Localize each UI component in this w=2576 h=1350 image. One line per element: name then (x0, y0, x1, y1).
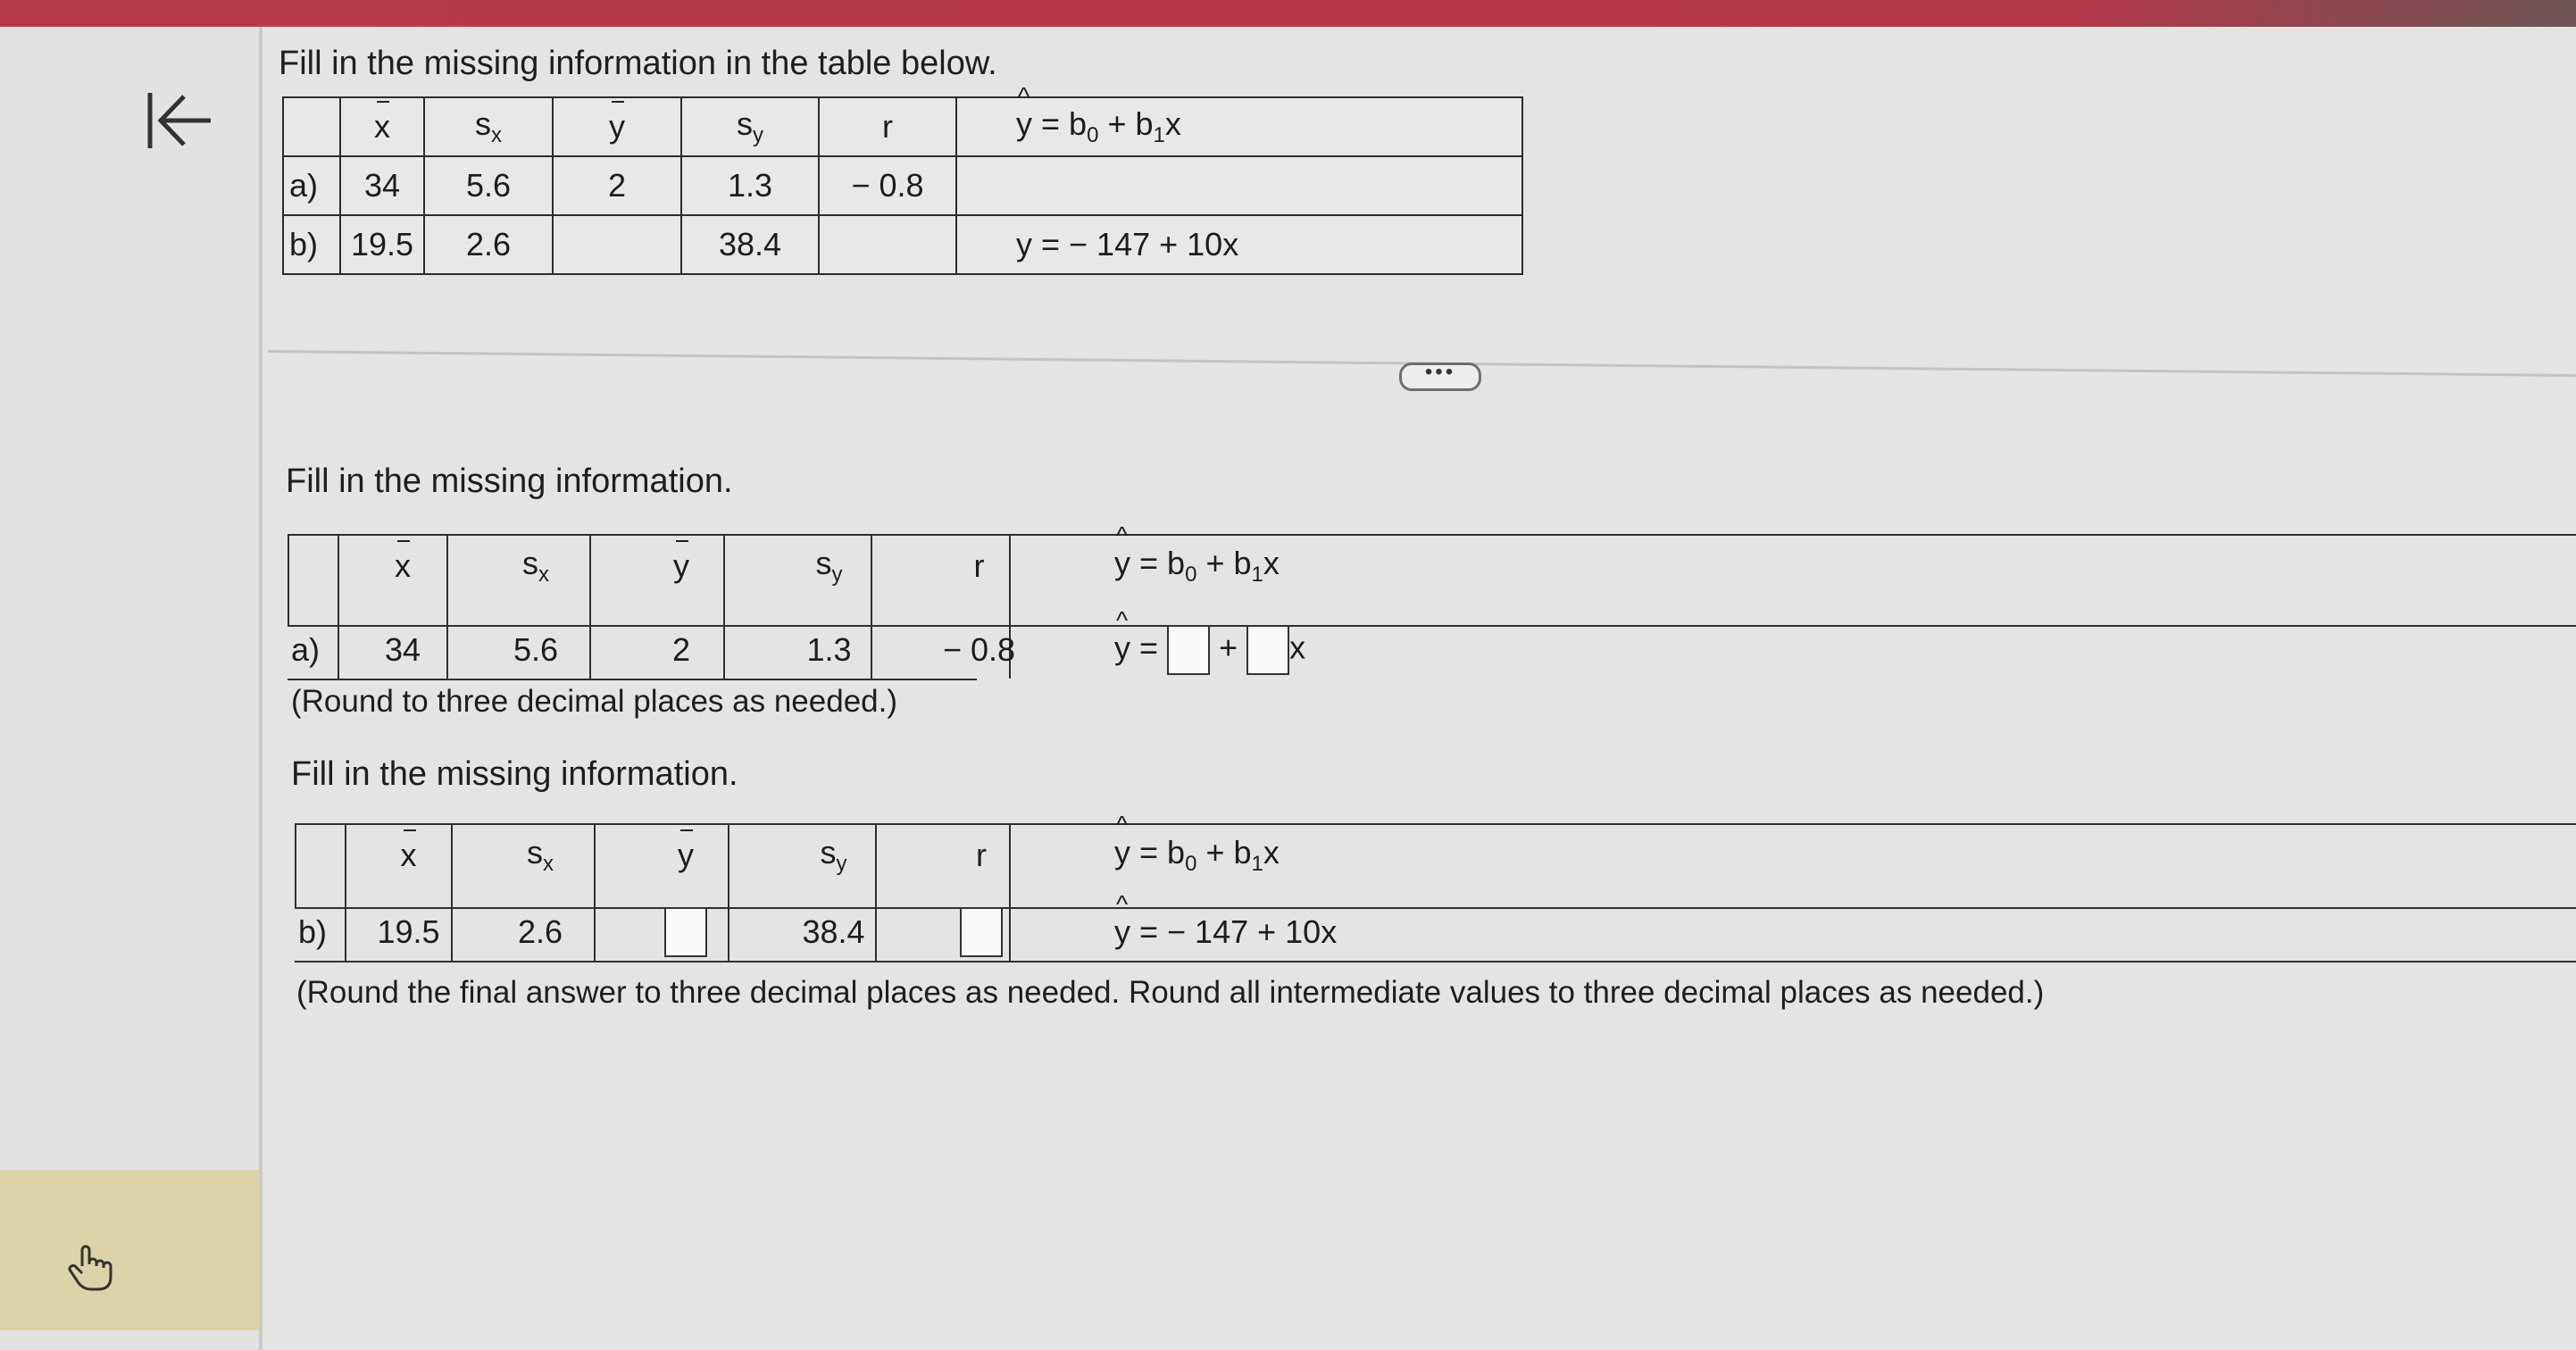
cell-equation-inputs (1052, 625, 1309, 675)
part-b-top-rule (295, 823, 2576, 825)
table-row (283, 215, 1522, 274)
part-b-bottom-rule (295, 961, 2576, 962)
equation-plus: + (1219, 629, 1238, 666)
header-x-bar: x (400, 837, 417, 874)
cell-sx: 5.6 (424, 156, 553, 215)
cell-sy: 38.4 (802, 913, 865, 950)
first-page-icon[interactable] (143, 89, 214, 152)
part-b-note: (Round the final answer to three decimal places as needed. Round all intermediate values to three decimal places as needed.) (296, 975, 2045, 1010)
cell-equation: ^ y = − 147 + 10x (1052, 907, 1340, 957)
cell-y-input-cell (615, 907, 756, 957)
table-header-row (283, 97, 1522, 156)
cell-equation (956, 156, 1522, 215)
cell-x: 19.5 (377, 913, 440, 950)
part-a-row (288, 625, 1309, 675)
header-x-bar: x (340, 97, 424, 156)
cell-sy: 1.3 (681, 156, 819, 215)
part-a-bottom-rule (288, 679, 977, 680)
y-bar-input[interactable] (664, 907, 707, 957)
part-b-row (295, 907, 1340, 957)
cell-sy: 38.4 (681, 215, 819, 274)
table-row (288, 625, 1309, 675)
cell-sx: 5.6 (513, 631, 559, 668)
cell-r: − 0.8 (819, 156, 956, 215)
header-r: r (819, 97, 956, 156)
table-row (283, 156, 1522, 215)
row-label: b) (298, 913, 328, 950)
header-r: r (976, 837, 987, 874)
part-a-top-rule (288, 534, 2576, 536)
header-sx: $s_x$ (424, 97, 553, 156)
part-a-note: (Round to three decimal places as needed.) (291, 684, 898, 719)
table-row (295, 907, 1340, 957)
part-a-header (288, 545, 1283, 588)
question-table (282, 96, 1523, 275)
header-y-bar: y (553, 97, 681, 156)
cell-sx: 2.6 (517, 913, 563, 950)
cell-sx: 2.6 (424, 215, 553, 274)
header-x-bar: x (395, 547, 411, 585)
top-bar (0, 0, 2576, 27)
header-sx: $s_x$ (522, 545, 549, 588)
more-options-button[interactable]: ••• (1399, 362, 1481, 391)
header-regression-equation: ^ $y = b_0 + b_1x$ (1052, 834, 1283, 877)
header-sx: $s_x$ (527, 834, 554, 877)
sidebar-highlight (0, 1170, 259, 1330)
header-regression-equation: ^ $y = b_0 + b_1x$ (956, 97, 1522, 156)
part-b-header (295, 834, 1283, 877)
header-sy: $s_y$ (681, 97, 819, 156)
cell-y: 2 (553, 156, 681, 215)
sidebar (0, 27, 263, 1350)
row-label: a) (291, 631, 321, 668)
cell-x: 19.5 (340, 215, 424, 274)
intercept-input[interactable] (1167, 625, 1210, 675)
cell-r (819, 215, 956, 274)
header-regression-equation: ^ $y = b_0 + b_1x$ (1052, 545, 1283, 588)
cell-r-input-cell (911, 907, 1052, 957)
cell-equation: y = − 147 + 10x (956, 215, 1522, 274)
cell-r: − 0.8 (942, 631, 1016, 668)
row-label: b) (283, 215, 340, 274)
part-a-prompt: Fill in the missing information. (286, 462, 733, 500)
row-label: a) (283, 156, 340, 215)
question-prompt: Fill in the missing information in the table below. (279, 45, 997, 82)
part-b-prompt: Fill in the missing information. (291, 755, 738, 793)
cell-y (553, 215, 681, 274)
header-y-bar: y (678, 837, 694, 874)
r-input[interactable] (960, 907, 1003, 957)
header-empty (283, 97, 340, 156)
header-sy: $s_y$ (820, 834, 847, 877)
header-r: r (973, 547, 985, 585)
header-sy: $s_y$ (815, 545, 843, 588)
header-y-bar: y (673, 547, 689, 585)
equation-prefix: ^ y = (1114, 629, 1158, 667)
cell-x: 34 (384, 631, 421, 668)
slope-input[interactable] (1246, 625, 1289, 675)
cell-sy: 1.3 (806, 631, 852, 668)
cell-y: 2 (671, 631, 691, 668)
cell-x: 34 (340, 156, 424, 215)
pointer-hand-icon[interactable] (64, 1241, 118, 1295)
equation-suffix: x (1289, 629, 1306, 666)
